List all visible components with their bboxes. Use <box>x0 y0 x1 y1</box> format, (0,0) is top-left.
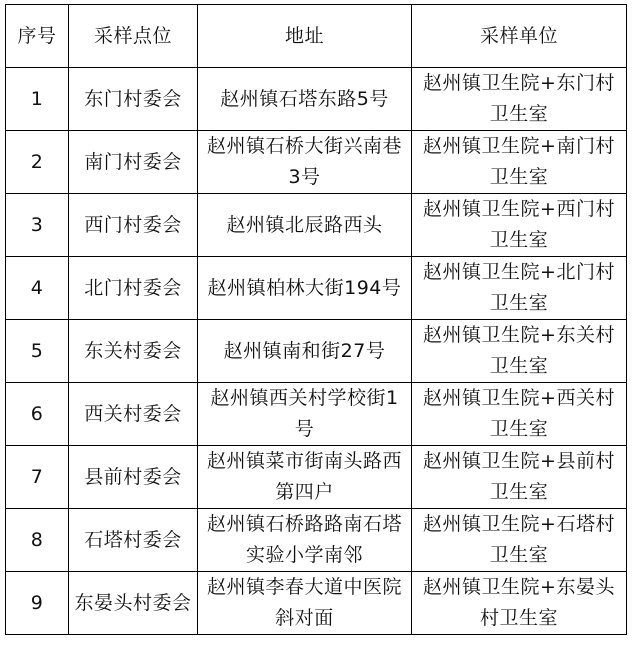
cell-index: 2 <box>6 131 69 194</box>
cell-sampling-unit: 赵州镇卫生院+东门村卫生室 <box>412 68 627 131</box>
cell-address: 赵州镇菜市街南头路西第四户 <box>198 446 412 509</box>
cell-index: 7 <box>6 446 69 509</box>
cell-sampling-unit: 赵州镇卫生院+石塔村卫生室 <box>412 509 627 572</box>
table-row <box>6 131 627 194</box>
cell-address: 赵州镇北辰路西头 <box>198 194 412 257</box>
cell-sampling-unit: 赵州镇卫生院+南门村卫生室 <box>412 131 627 194</box>
cell-sampling-unit: 赵州镇卫生院+西关村卫生室 <box>412 383 627 446</box>
cell-address: 赵州镇柏林大街194号 <box>198 257 412 320</box>
cell-address: 赵州镇西关村学校街1号 <box>198 383 412 446</box>
cell-address: 赵州镇石塔东路5号 <box>198 68 412 131</box>
cell-index: 5 <box>6 320 69 383</box>
cell-sampling-unit: 赵州镇卫生院+东关村卫生室 <box>412 320 627 383</box>
cell-index: 9 <box>6 572 69 635</box>
cell-sampling-point: 东关村委会 <box>69 320 198 383</box>
table-row <box>6 320 627 383</box>
table-row <box>6 257 627 320</box>
cell-sampling-point: 东晏头村委会 <box>69 572 198 635</box>
table-header <box>6 5 627 68</box>
cell-sampling-point: 南门村委会 <box>69 131 198 194</box>
cell-address: 赵州镇李春大道中医院斜对面 <box>198 572 412 635</box>
sampling-points-table <box>5 4 627 635</box>
cell-sampling-point: 石塔村委会 <box>69 509 198 572</box>
table-body <box>6 68 627 635</box>
cell-sampling-point: 县前村委会 <box>69 446 198 509</box>
cell-address: 赵州镇石桥大街兴南巷3号 <box>198 131 412 194</box>
cell-sampling-point: 西门村委会 <box>69 194 198 257</box>
cell-address: 赵州镇石桥路路南石塔实验小学南邻 <box>198 509 412 572</box>
cell-index: 8 <box>6 509 69 572</box>
cell-index: 1 <box>6 68 69 131</box>
cell-sampling-unit: 赵州镇卫生院+东晏头村卫生室 <box>412 572 627 635</box>
cell-address: 赵州镇南和街27号 <box>198 320 412 383</box>
header-row <box>6 5 627 68</box>
cell-sampling-point: 西关村委会 <box>69 383 198 446</box>
cell-index: 4 <box>6 257 69 320</box>
table-row <box>6 68 627 131</box>
header-address: 地址 <box>198 5 412 68</box>
table-row <box>6 446 627 509</box>
header-index: 序号 <box>6 5 69 68</box>
cell-sampling-unit: 赵州镇卫生院+西门村卫生室 <box>412 194 627 257</box>
table-row <box>6 383 627 446</box>
table-row <box>6 509 627 572</box>
cell-sampling-unit: 赵州镇卫生院+县前村卫生室 <box>412 446 627 509</box>
header-sampling-point: 采样点位 <box>69 5 198 68</box>
cell-sampling-unit: 赵州镇卫生院+北门村卫生室 <box>412 257 627 320</box>
cell-sampling-point: 北门村委会 <box>69 257 198 320</box>
cell-index: 6 <box>6 383 69 446</box>
table-row <box>6 572 627 635</box>
cell-index: 3 <box>6 194 69 257</box>
header-sampling-unit: 采样单位 <box>412 5 627 68</box>
cell-sampling-point: 东门村委会 <box>69 68 198 131</box>
table-row <box>6 194 627 257</box>
